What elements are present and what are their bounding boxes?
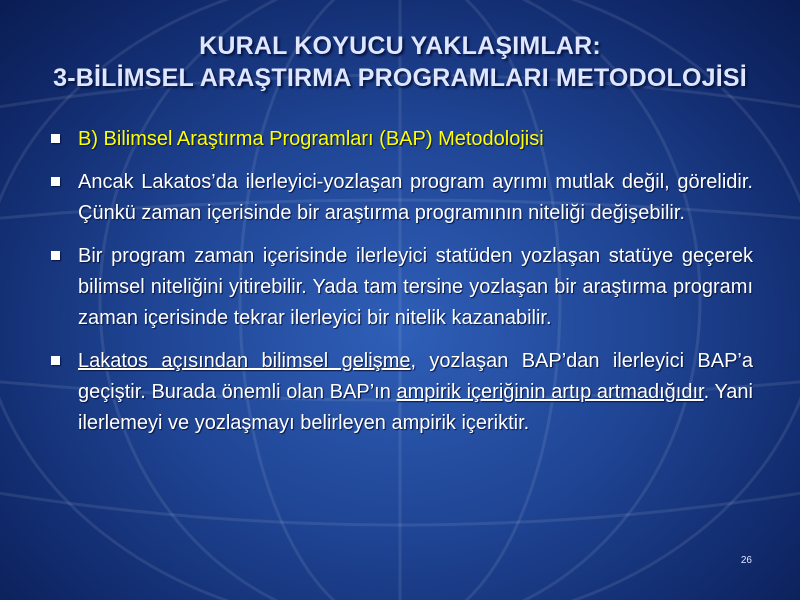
bullet-item xyxy=(48,167,753,229)
page-number: 26 xyxy=(740,555,752,566)
bullet-square-icon xyxy=(51,177,60,186)
text-fragment: , yozlaşan BAP’dan ilerleyici BAP’a geçiştir. Burada önemli olan BAP’ın xyxy=(78,350,753,403)
text-fragment: . Yani ilerlemeyi ve yozlaşmayı belirleyen ampirik içeriktir. xyxy=(78,381,753,434)
bullet-item xyxy=(48,124,753,155)
underlined-phrase: Lakatos açısından bilimsel gelişme xyxy=(78,350,411,372)
bullet-text: Ancak Lakatos’da ilerleyici-yozlaşan program ayrımı mutlak değil, görelidir. Çünkü zaman içerisinde bir araştırma programının niteliği değişebilir. xyxy=(78,171,753,224)
bullet-text xyxy=(78,346,753,439)
bullet-square-icon xyxy=(51,134,60,143)
slide-title xyxy=(0,30,800,94)
title-line-2: 3-BİLİMSEL ARAŞTIRMA PROGRAMLARI METODOLOJİSİ xyxy=(53,64,747,92)
bullet-item xyxy=(48,241,753,334)
title-line-1: KURAL KOYUCU YAKLAŞIMLAR: xyxy=(199,32,601,60)
bullet-item xyxy=(48,346,753,439)
bullet-text-heading: B) Bilimsel Araştırma Programları (BAP) Metodolojisi xyxy=(78,128,544,150)
underlined-phrase: ampirik içeriğinin artıp artmadığıdır xyxy=(396,381,704,403)
bullet-text: Bir program zaman içerisinde ilerleyici statüden yozlaşan statüye geçerek bilimsel niteliğini yitirebilir. Yada tam tersine yozlaşan bir araştırma programı zaman içerisinde tekrar ilerleyici bir nitelik kazanabilir. xyxy=(78,245,753,329)
bullet-square-icon xyxy=(51,356,60,365)
bullet-square-icon xyxy=(51,251,60,260)
bullet-list xyxy=(48,124,753,451)
